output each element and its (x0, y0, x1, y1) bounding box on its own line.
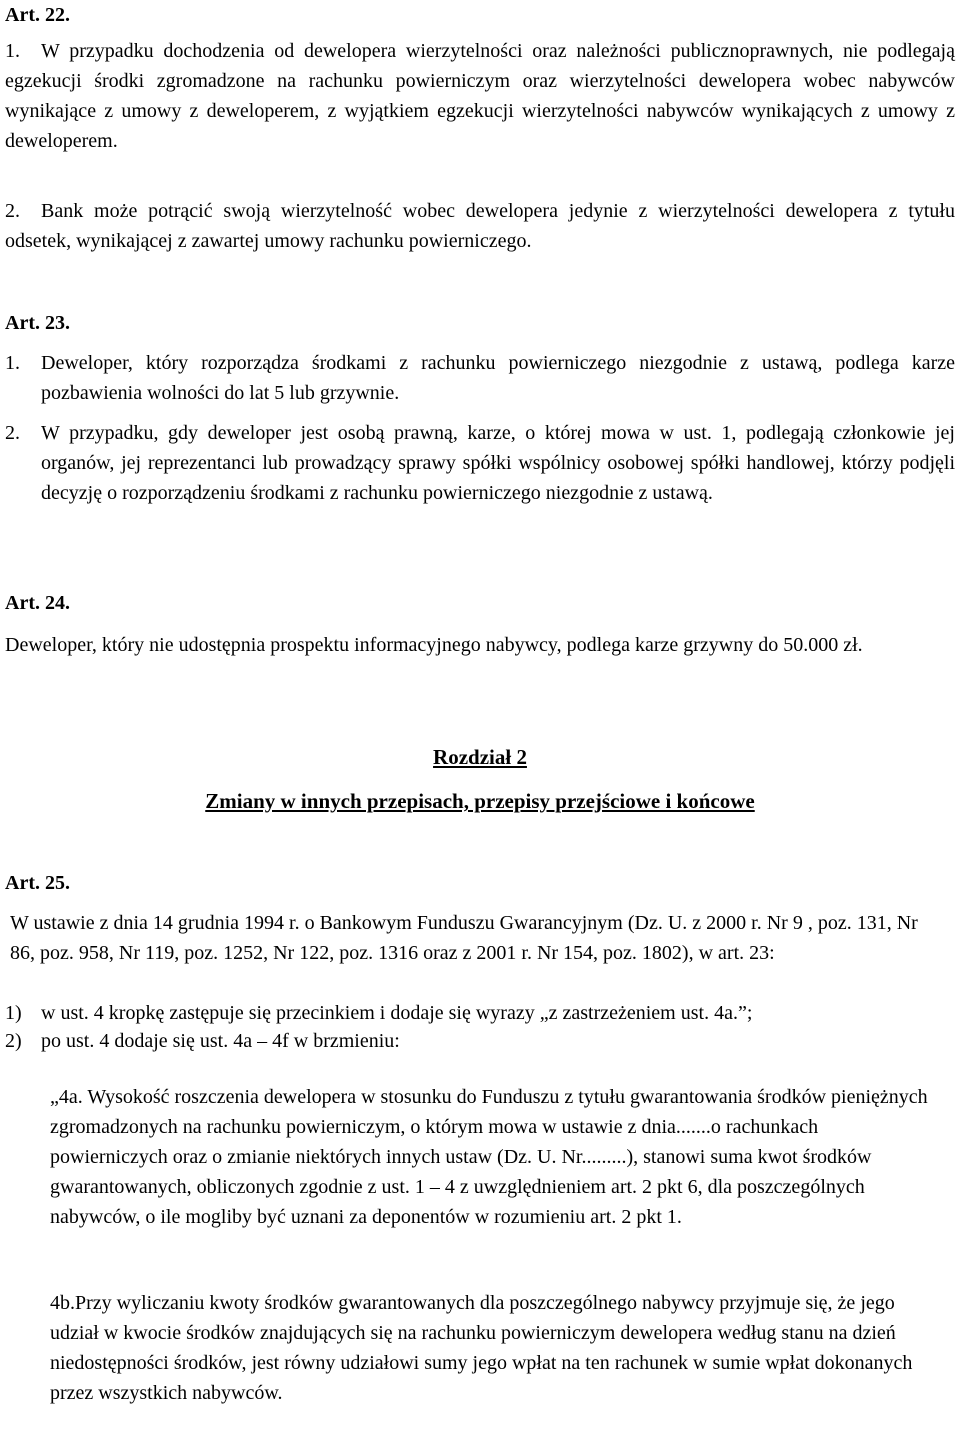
art-23-heading: Art. 23. (5, 312, 70, 334)
art-22-paragraph-1 (5, 36, 955, 156)
amendment-item-1 (5, 998, 955, 1028)
paragraph-text: W przypadku dochodzenia od dewelopera wierzytelności oraz należności publicznoprawnych, nie podlegają egzekucji środki zgromadzone na rachunku powierniczym oraz wierzytelności dewelopera wobec nabywców wynikające z umowy z deweloperem, z wyjątkiem egzekucji wierzytelności nabywców wynikających z umowy z deweloperem. (5, 40, 955, 152)
art-23-paragraph-2 (5, 418, 955, 508)
paragraph-number: 1. (5, 352, 20, 374)
chapter-title: Rozdział 2 (433, 745, 527, 769)
paragraph-text: Deweloper, który rozporządza środkami z rachunku powierniczego niezgodnie z ustawą, podlega karze pozbawienia wolności do lat 5 lub grzywnie. (41, 352, 955, 404)
quote-ust-4a: „4a. Wysokość roszczenia dewelopera w stosunku do Funduszu z tytułu gwarantowania środków pieniężnych zgromadzonych na rachunku powierniczym, o którym mowa w ustawie z dnia.......o rachunkach powierniczych oraz o zmianie niektórych innych ustaw (Dz. U. Nr.........), stanowi suma kwot środków gwarantowanych, obliczonych zgodnie z ust. 1 – 4 z uwzględnieniem art. 2 pkt 6, dla poszczególnych nabywców, o ile mogliby być uznani za deponentów w rozumieniu art. 2 pkt 1. (50, 1086, 928, 1228)
art-23-paragraph-1 (5, 348, 955, 408)
paragraph-text: W przypadku, gdy deweloper jest osobą prawną, karze, o której mowa w ust. 1, podlegają członkowie jej organów, jej reprezentanci lub prowadzący sprawy spółki wspólnicy osobowej spółki handlowej, którzy podjęli decyzję o rozporządzeniu środkami z rachunku powierniczego niezgodnie z ustawą. (41, 422, 955, 504)
item-text: w ust. 4 kropkę zastępuje się przecinkiem i dodaje się wyrazy „z zastrzeżeniem ust. 4a.”; (41, 1002, 753, 1024)
art-25-intro: W ustawie z dnia 14 grudnia 1994 r. o Bankowym Funduszu Gwarancyjnym (Dz. U. z 2000 r. Nr 9 , poz. 131, Nr 86, poz. 958, Nr 119, poz. 1252, Nr 122, poz. 1316 oraz z 2001 r. Nr 154, poz. 1802), w art. 23: (10, 912, 918, 964)
paragraph-text: Bank może potrącić swoją wierzytelność wobec dewelopera jedynie z wierzytelności dewelopera z tytułu odsetek, wynikającej z zawartej umowy rachunku powierniczego. (5, 200, 955, 252)
quote-ust-4b: 4b.Przy wyliczaniu kwoty środków gwarantowanych dla poszczególnego nabywcy przyjmuje się, że jego udział w kwocie środków znajdujących się na rachunku powierniczym dewelopera według stanu na dzień niedostępności środków, jest równy udziałowi sumy jego wpłat na ten rachunek w sumie wpłat dokonanych przez wszystkich nabywców. (50, 1292, 913, 1404)
item-number: 1) (5, 1002, 22, 1024)
paragraph-number: 1. (5, 40, 20, 62)
art-22-heading: Art. 22. (5, 4, 70, 26)
paragraph-number: 2. (5, 422, 20, 444)
paragraph-number: 2. (5, 200, 20, 222)
art-25-heading: Art. 25. (5, 872, 70, 894)
art-24-text: Deweloper, który nie udostępnia prospektu informacyjnego nabywcy, podlega karze grzywny do 50.000 zł. (5, 634, 863, 656)
amendment-item-2 (5, 1026, 955, 1056)
item-text: po ust. 4 dodaje się ust. 4a – 4f w brzmieniu: (41, 1030, 400, 1052)
item-number: 2) (5, 1030, 22, 1052)
art-22-paragraph-2 (5, 196, 955, 256)
chapter-subtitle: Zmiany w innych przepisach, przepisy przejściowe i końcowe (205, 789, 755, 813)
art-24-heading: Art. 24. (5, 592, 70, 614)
